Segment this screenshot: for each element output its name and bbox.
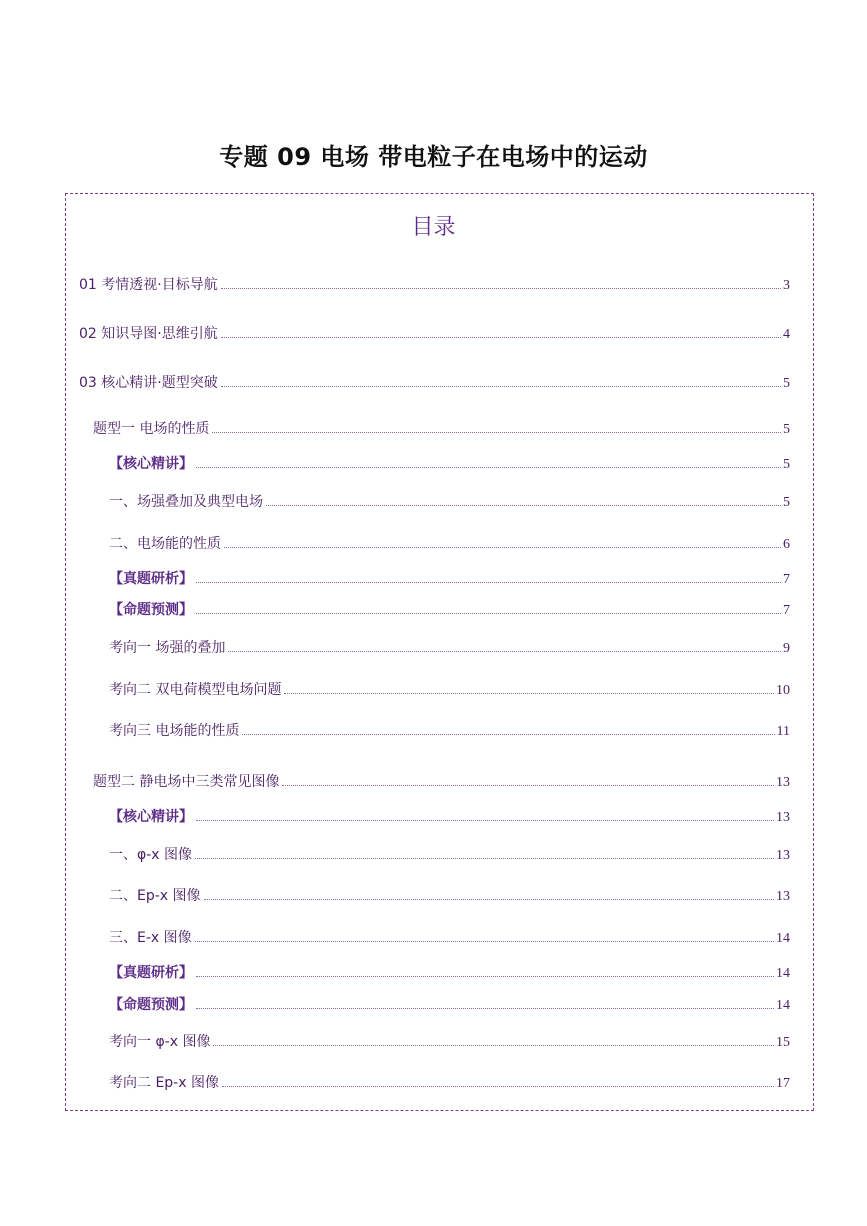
toc-page-number: 13 bbox=[776, 848, 790, 863]
toc-entry-label: 三、E-x 图像 bbox=[109, 930, 192, 946]
toc-entry-label: 考向二 Ep-x 图像 bbox=[109, 1075, 219, 1091]
toc-entry-type2-section1[interactable] bbox=[109, 845, 790, 866]
dot-leader bbox=[195, 941, 774, 942]
toc-entry-type1-direction2[interactable] bbox=[109, 680, 790, 701]
toc-page-number: 13 bbox=[776, 810, 790, 825]
toc-entry-label: 【命题预测】 bbox=[109, 997, 193, 1013]
dot-leader bbox=[222, 1086, 774, 1087]
toc-page-number: 14 bbox=[776, 998, 790, 1013]
dot-leader bbox=[196, 467, 781, 468]
toc-entry-overview[interactable] bbox=[79, 275, 790, 296]
toc-entry-label: 题型一 电场的性质 bbox=[93, 421, 210, 437]
toc-entry-type2[interactable] bbox=[93, 772, 790, 793]
toc-entry-type2-exam[interactable] bbox=[109, 963, 790, 984]
toc-entry-label: 03 核心精讲·题型突破 bbox=[79, 375, 218, 391]
dot-leader bbox=[212, 432, 781, 433]
toc-page-number: 3 bbox=[783, 278, 790, 293]
toc-page-number: 13 bbox=[776, 889, 790, 904]
dot-leader bbox=[196, 976, 774, 977]
toc-page-number: 14 bbox=[776, 931, 790, 946]
toc-entry-label: 考向二 双电荷模型电场问题 bbox=[109, 682, 282, 698]
dot-leader bbox=[266, 505, 781, 506]
toc-entry-label: 考向一 场强的叠加 bbox=[109, 640, 226, 656]
toc-entry-type1-section2[interactable] bbox=[109, 534, 790, 555]
dot-leader bbox=[284, 693, 774, 694]
toc-page-number: 10 bbox=[776, 683, 790, 698]
toc-entry-type1-section1[interactable] bbox=[109, 492, 790, 513]
toc-entry-mindmap[interactable] bbox=[79, 324, 790, 345]
toc-page-number: 5 bbox=[783, 457, 790, 472]
toc-entry-type1-exam[interactable] bbox=[109, 569, 790, 590]
toc-page-number: 13 bbox=[776, 775, 790, 790]
toc-entry-label: 【真题研析】 bbox=[109, 965, 193, 981]
toc-entry-type2-section2[interactable] bbox=[109, 886, 790, 907]
toc-page-number: 11 bbox=[776, 724, 790, 739]
toc-entry-label: 题型二 静电场中三类常见图像 bbox=[93, 774, 280, 790]
dot-leader bbox=[242, 734, 774, 735]
toc-entry-type2-direction2[interactable] bbox=[109, 1073, 790, 1094]
toc-page-number: 5 bbox=[783, 376, 790, 391]
dot-leader bbox=[228, 651, 781, 652]
dot-leader bbox=[196, 582, 781, 583]
toc-entry-type1-direction1[interactable] bbox=[109, 638, 790, 659]
toc-entry-label: 【命题预测】 bbox=[109, 602, 193, 618]
toc-page-number: 7 bbox=[783, 603, 790, 618]
toc-entry-type2-section3[interactable] bbox=[109, 928, 790, 949]
toc-entry-label: 一、场强叠加及典型电场 bbox=[109, 494, 263, 510]
toc-entry-type1-direction3[interactable] bbox=[109, 721, 790, 742]
dot-leader bbox=[196, 820, 774, 821]
dot-leader bbox=[224, 547, 781, 548]
dot-leader bbox=[221, 337, 781, 338]
toc-entry-label: 考向一 φ-x 图像 bbox=[109, 1034, 211, 1050]
document-title: 专题 09 电场 带电粒子在电场中的运动 bbox=[219, 143, 648, 171]
toc-entry-type1[interactable] bbox=[93, 419, 790, 440]
toc-entry-label: 考向三 电场能的性质 bbox=[109, 723, 240, 739]
dot-leader bbox=[196, 613, 781, 614]
toc-heading: 目录 bbox=[411, 215, 456, 240]
toc-page-number: 14 bbox=[776, 966, 790, 981]
toc-entry-label: 一、φ-x 图像 bbox=[109, 847, 193, 863]
toc-entry-type2-forecast[interactable] bbox=[109, 995, 790, 1016]
dot-leader bbox=[282, 785, 774, 786]
dot-leader bbox=[204, 899, 774, 900]
toc-page-number: 9 bbox=[783, 641, 790, 656]
toc-page-number: 5 bbox=[783, 422, 790, 437]
toc-entry-core[interactable] bbox=[79, 373, 790, 394]
toc-page-number: 7 bbox=[783, 572, 790, 587]
dot-leader bbox=[195, 858, 774, 859]
toc-entry-label: 【核心精讲】 bbox=[109, 456, 193, 472]
toc-entry-label: 【核心精讲】 bbox=[109, 809, 193, 825]
toc-page-number: 15 bbox=[776, 1035, 790, 1050]
toc-entry-type2-core[interactable] bbox=[109, 807, 790, 828]
toc-page-number: 5 bbox=[783, 495, 790, 510]
toc-entry-label: 01 考情透视·目标导航 bbox=[79, 277, 218, 293]
toc-entry-type1-forecast[interactable] bbox=[109, 600, 790, 621]
toc-page-number: 6 bbox=[783, 537, 790, 552]
dot-leader bbox=[196, 1008, 774, 1009]
toc-page-number: 4 bbox=[783, 327, 790, 342]
toc-entry-label: 【真题研析】 bbox=[109, 571, 193, 587]
toc-page-number: 17 bbox=[776, 1076, 790, 1091]
dot-leader bbox=[221, 288, 781, 289]
toc-entry-label: 02 知识导图·思维引航 bbox=[79, 326, 218, 342]
dot-leader bbox=[213, 1045, 774, 1046]
dot-leader bbox=[221, 386, 781, 387]
toc-entry-type1-core[interactable] bbox=[109, 454, 790, 475]
toc-entry-label: 二、电场能的性质 bbox=[109, 536, 221, 552]
toc-entry-type2-direction1[interactable] bbox=[109, 1032, 790, 1053]
toc-entry-label: 二、Ep-x 图像 bbox=[109, 888, 201, 904]
